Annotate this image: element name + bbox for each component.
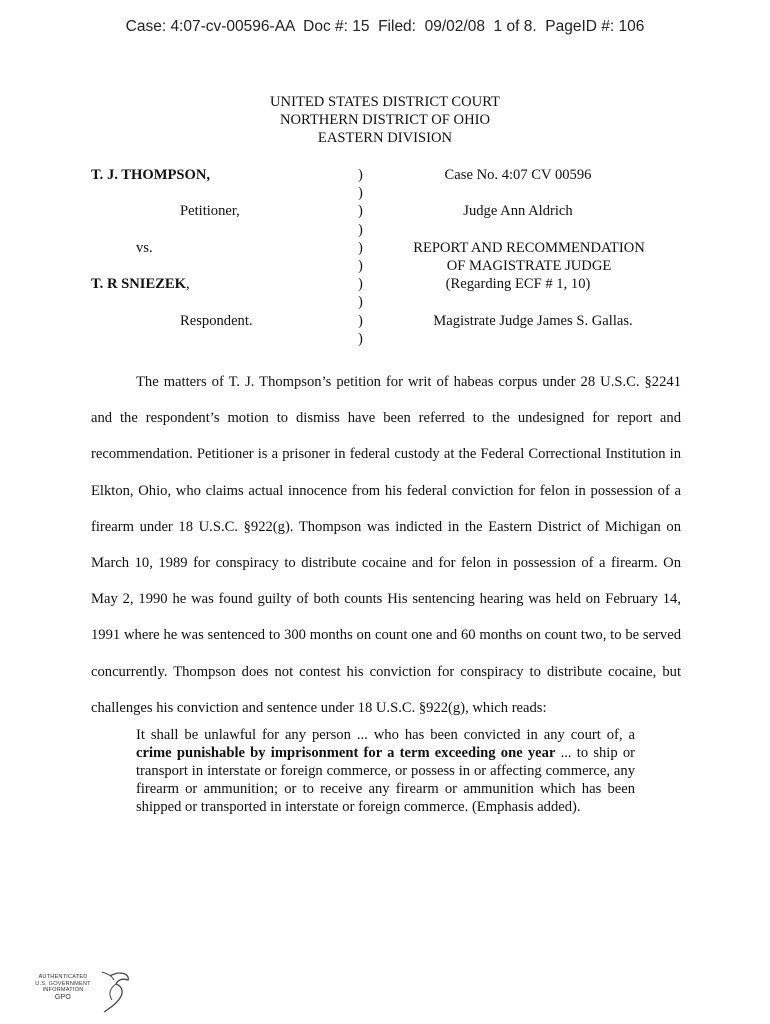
case-number: Case No. 4:07 CV 00596 (444, 167, 592, 183)
report-regarding: (Regarding ECF # 1, 10) (445, 276, 591, 292)
magistrate-judge: Magistrate Judge James S. Gallas. (433, 313, 633, 329)
body-text (91, 364, 681, 726)
court-heading (0, 93, 770, 147)
court-division: EASTERN DIVISION (317, 130, 453, 146)
court-name: UNITED STATES DISTRICT COURT (270, 94, 500, 110)
versus-label: vs. (136, 240, 153, 256)
respondent-name: T. R SNIEZEK, (91, 276, 190, 292)
paren: ) (358, 257, 363, 274)
emphasis-text: crime punishable by imprisonment for a term exceeding one year (136, 745, 556, 761)
assigned-judge: Judge Ann Aldrich (463, 203, 573, 219)
petitioner-name: T. J. THOMPSON, (91, 167, 211, 183)
case-caption (0, 166, 770, 351)
ecf-header: Case: 4:07-cv-00596-AA Doc #: 15 Filed: 09/02/08 1 of 8. PageID #: 106 (125, 18, 645, 35)
paren: ) (358, 167, 363, 183)
body-paragraph: The matters of T. J. Thompson’s petition for writ of habeas corpus under 28 U.S.C. §2241 and the respondent’s motion to dismiss have been referred to the undesigned for report and recommendation. Petitioner is a prisoner in federal custody at the Federal Correctional Institution in Elkton, Ohio, who claims actual innocence from his federal conviction for felon in possession of a firearm under 18 U.S.C. §922(g). Thompson was indicted in the Eastern District of Michigan on March 10, 1989 for conspiracy to distribute cocaine and for felon in possession of a firearm. On May 2, 1990 he was found guilty of both counts His sentencing hearing was held on February 14, 1991 where he was sentenced to 300 months on count one and 60 months on count two, to be served concurrently. Thompson does not contest his conviction for conspiracy to distribute cocaine, but challenges his conviction and sentence under 18 U.S.C. §922(g), which reads: (91, 374, 681, 716)
paren: ) (358, 312, 363, 329)
caption-divider (358, 166, 370, 348)
court-district: NORTHERN DISTRICT OF OHIO (279, 112, 491, 128)
report-title: REPORT AND RECOMMENDATION (413, 240, 645, 256)
paren: ) (358, 294, 363, 311)
paren: ) (358, 239, 363, 256)
gpo-seal: AUTHENTICATED U.S. GOVERNMENT INFORMATION GPO (35, 974, 91, 1001)
petitioner-role: Petitioner, (180, 203, 240, 219)
report-subtitle: OF MAGISTRATE JUDGE (446, 258, 612, 274)
paren: ) (358, 276, 363, 293)
statute-quote (136, 726, 635, 816)
respondent-role: Respondent. (180, 313, 253, 329)
paren: ) (358, 203, 363, 220)
paren: ) (358, 330, 363, 347)
paren: ) (358, 221, 363, 238)
paren: ) (358, 185, 363, 202)
quote-paragraph: It shall be unlawful for any person ... who has been convicted in any court of, a crime punishable by imprisonment for a term exceeding one year ... to ship or transport in interstate or foreign commerce, or possess in or affecting commerce, any firearm or ammunition; or to receive any firearm or ammunition which has been shipped or transported in interstate or foreign commerce. (Emphasis added). (136, 727, 636, 815)
